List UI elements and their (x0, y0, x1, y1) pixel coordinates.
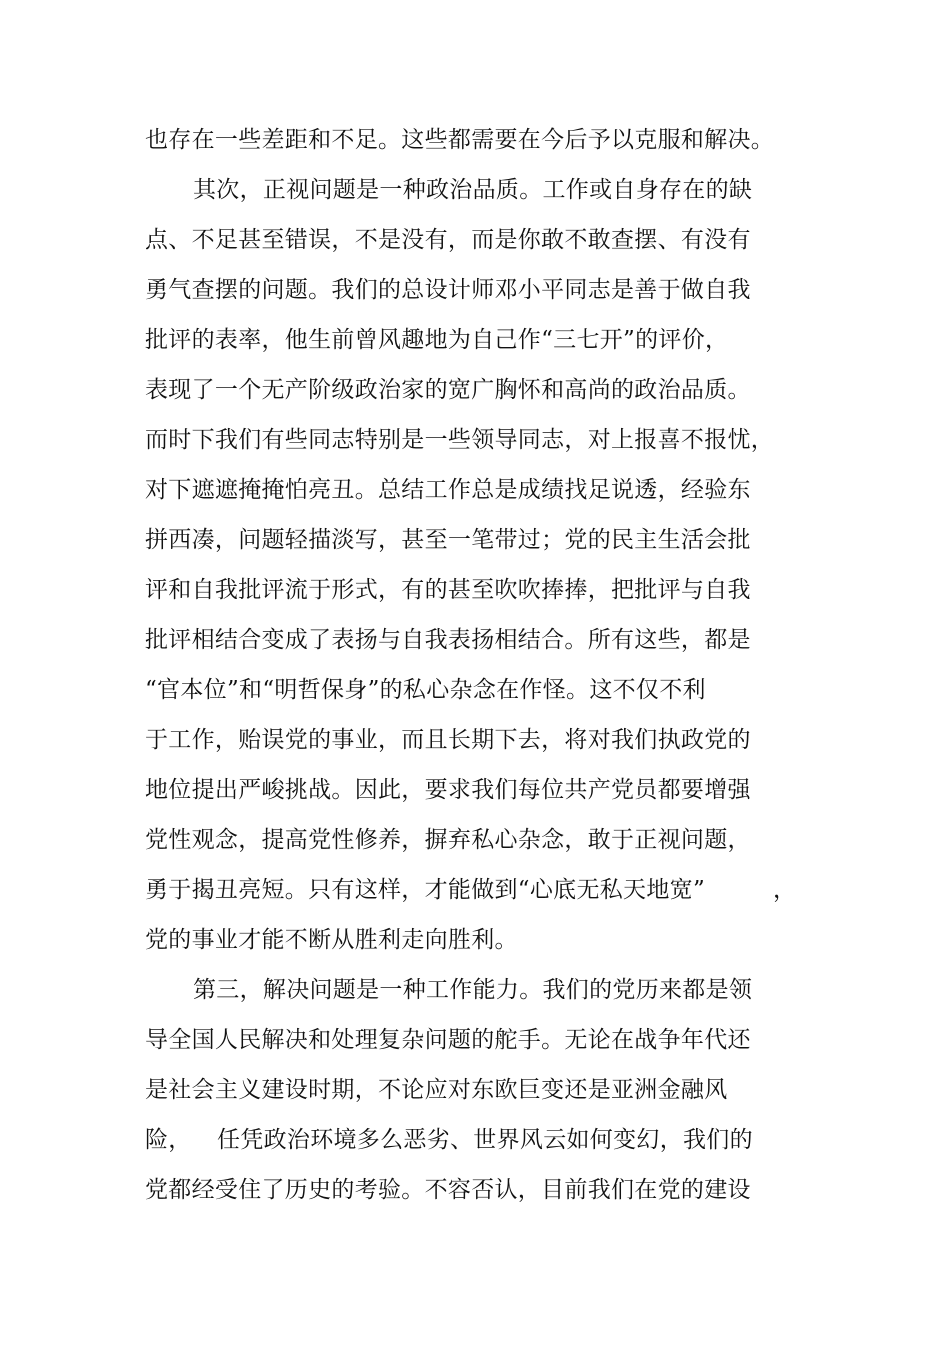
paragraph-line: 党的事业才能不断从胜利走向胜利。 (145, 927, 518, 953)
paragraph-line: 勇气查摆的问题。我们的总设计师邓小平同志是善于做自我 (145, 277, 751, 303)
paragraph-line: 导全国人民解决和处理复杂问题的舵手。无论在战争年代还 (145, 1027, 751, 1053)
paragraph-line: 批评的表率，他生前曾风趣地为自己作“三七开”的评价， (145, 327, 729, 353)
paragraph-line: 拼西凑，问题轻描淡写，甚至一笔带过；党的民主生活会批 (145, 527, 751, 553)
paragraph-line: 地位提出严峻挑战。因此，要求我们每位共产党员都要增强 (145, 777, 751, 803)
stray-comma: ， (773, 877, 797, 903)
paragraph-line: 而时下我们有些同志特别是一些领导同志，对上报喜不报忧， (145, 427, 775, 453)
paragraph-line (145, 1120, 765, 1160)
paragraph-line: “官本位”和“明哲保身”的私心杂念在作怪。这不仅不利 (145, 677, 706, 703)
paragraph-line: 党性观念，提高党性修养，摒弃私心杂念，敢于正视问题， (145, 827, 751, 853)
paragraph-line: 表现了一个无产阶级政治家的宽广胸怀和高尚的政治品质。 (145, 377, 751, 403)
paragraph-line: 也存在一些差距和不足。这些都需要在今后予以克服和解决。 (145, 127, 775, 153)
paragraph-line: 批评相结合变成了表扬与自我表扬相结合。所有这些，都是 (145, 627, 751, 653)
paragraph-line: 对下遮遮掩掩怕亮丑。总结工作总是成绩找足说透，经验东 (145, 477, 751, 503)
paragraph-line: 第三，解决问题是一种工作能力。我们的党历来都是领 (193, 977, 753, 1003)
line-text: 任凭政治环境多么恶劣、世界风云如何变幻，我们的 (217, 1127, 753, 1153)
paragraph-line: 是社会主义建设时期，不论应对东欧巨变还是亚洲金融风 (145, 1077, 728, 1103)
paragraph-line: 其次，正视问题是一种政治品质。工作或自身存在的缺 (193, 177, 753, 203)
paragraph-line: 党都经受住了历史的考验。不容否认，目前我们在党的建设 (145, 1177, 751, 1203)
line-text: 勇于揭丑亮短。只有这样，才能做到“心底无私天地宽” (145, 877, 706, 903)
paragraph-line: 评和自我批评流于形式，有的甚至吹吹捧捧，把批评与自我 (145, 577, 751, 603)
paragraph-line: 点、不足甚至错误，不是没有，而是你敢不敢查摆、有没有 (145, 227, 751, 253)
line-text: 险， (145, 1127, 192, 1153)
paragraph-line: 于工作，贻误党的事业，而且长期下去，将对我们执政党的 (145, 727, 751, 753)
paragraph-line (145, 870, 805, 910)
